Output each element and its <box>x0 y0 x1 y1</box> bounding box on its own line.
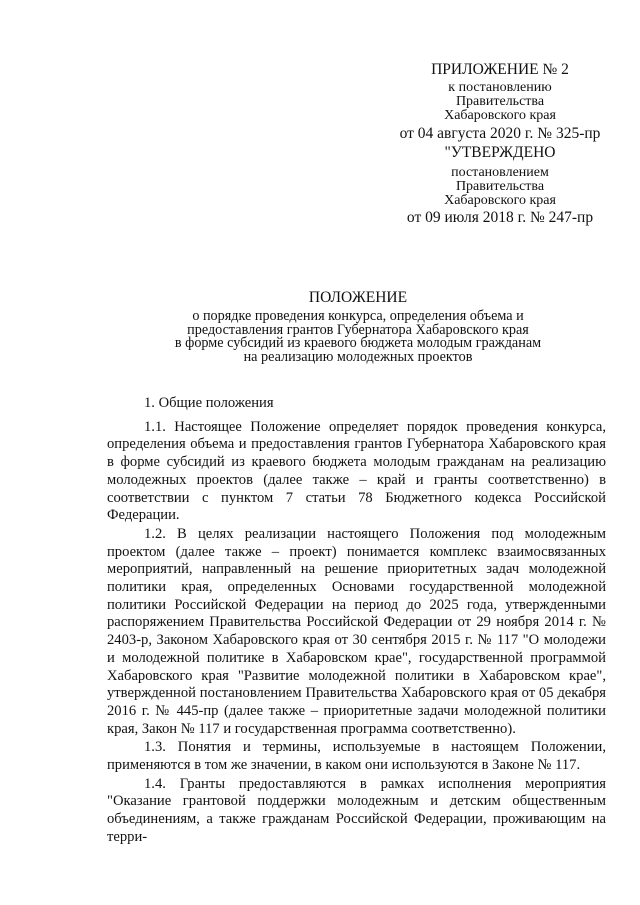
decree-line: к постановлению <box>448 80 552 95</box>
decree-date: от 04 августа 2020 г. № 325-пр <box>399 125 601 142</box>
approved-label: "УТВЕРЖДЕНО <box>444 144 556 161</box>
paragraph-1-3: 1.3. Понятия и термины, используемые в настоящем Положении, применяются в том же значении, в каком они используются в Законе № 117. <box>107 739 606 774</box>
title-subtitle-line: на реализацию молодежных проектов <box>243 348 473 365</box>
decree-date-block <box>386 125 614 143</box>
approved-line: Правительства <box>455 179 545 194</box>
section-heading: 1. Общие положения <box>144 395 274 411</box>
paragraph-1-2: 1.2. В целях реализации настоящего Положения под молодежным проектом (далее также – проект) понимается комплекс взаимосвязанных мероприятий, направленный на решение приоритетных задач молодежной политики края, определенных Основами государственной молодежной политики Российской Федерации на период до 2025 года, утвержденными распоряжением Правительства Российской Федерации от 29 ноября 2014 г. № 2403-р, Законом Хабаровского края от 30 сентября 2015 г. № 117 "О молодежи и молодежной политике в Хабаровском крае", государственной программой Хабаровского края "Развитие молодежной политики в Хабаровском крае", утвержденной постановлением Правительства Хабаровского края от 05 декабря 2016 г. № 445-пр (далее также – приоритетные задачи молодежной политики края, Закон № 117 и государственная программа соответственно). <box>107 525 606 737</box>
decree-reference <box>386 81 614 123</box>
approved-line: постановлением <box>451 165 549 180</box>
approved-date: от 09 июля 2018 г. № 247-пр <box>406 209 594 226</box>
appendix-label: ПРИЛОЖЕНИЕ № 2 <box>431 61 569 78</box>
title-subtitle-line: предоставления грантов Губернатора Хабаровского края <box>187 321 529 338</box>
title-subtitle-line: о порядке проведения конкурса, определения объема и <box>192 308 524 324</box>
approved-line: Хабаровского края <box>444 193 556 208</box>
decree-line: Хабаровского края <box>444 108 556 123</box>
document-body <box>107 395 606 847</box>
document-title <box>96 289 620 364</box>
paragraph-1-4: 1.4. Гранты предоставляются в рамках исполнения мероприятия "Оказание грантовой поддержки молодежным и детским общественным объединениям, а также гражданам Российской Федерации, проживающим на терри- <box>107 775 606 845</box>
approved-reference <box>386 166 614 208</box>
appendix-block <box>386 61 614 79</box>
title-heading: ПОЛОЖЕНИЕ <box>308 289 408 306</box>
decree-line: Правительства <box>455 94 545 109</box>
paragraph-1-1: 1.1. Настоящее Положение определяет порядок проведения конкурса, определения объема и предоставления грантов Губернатора Хабаровского края в форме субсидий из краевого бюджета молодым гражданам на реализацию молодежных проектов (далее также – край и гранты соответственно) в соответствии с пунктом 7 статьи 78 Бюджетного кодекса Российской Федерации. <box>107 418 606 524</box>
approved-date-block <box>386 209 614 227</box>
approved-block <box>386 144 614 162</box>
title-subtitle-line: в форме субсидий из краевого бюджета молодым гражданам <box>174 335 542 351</box>
